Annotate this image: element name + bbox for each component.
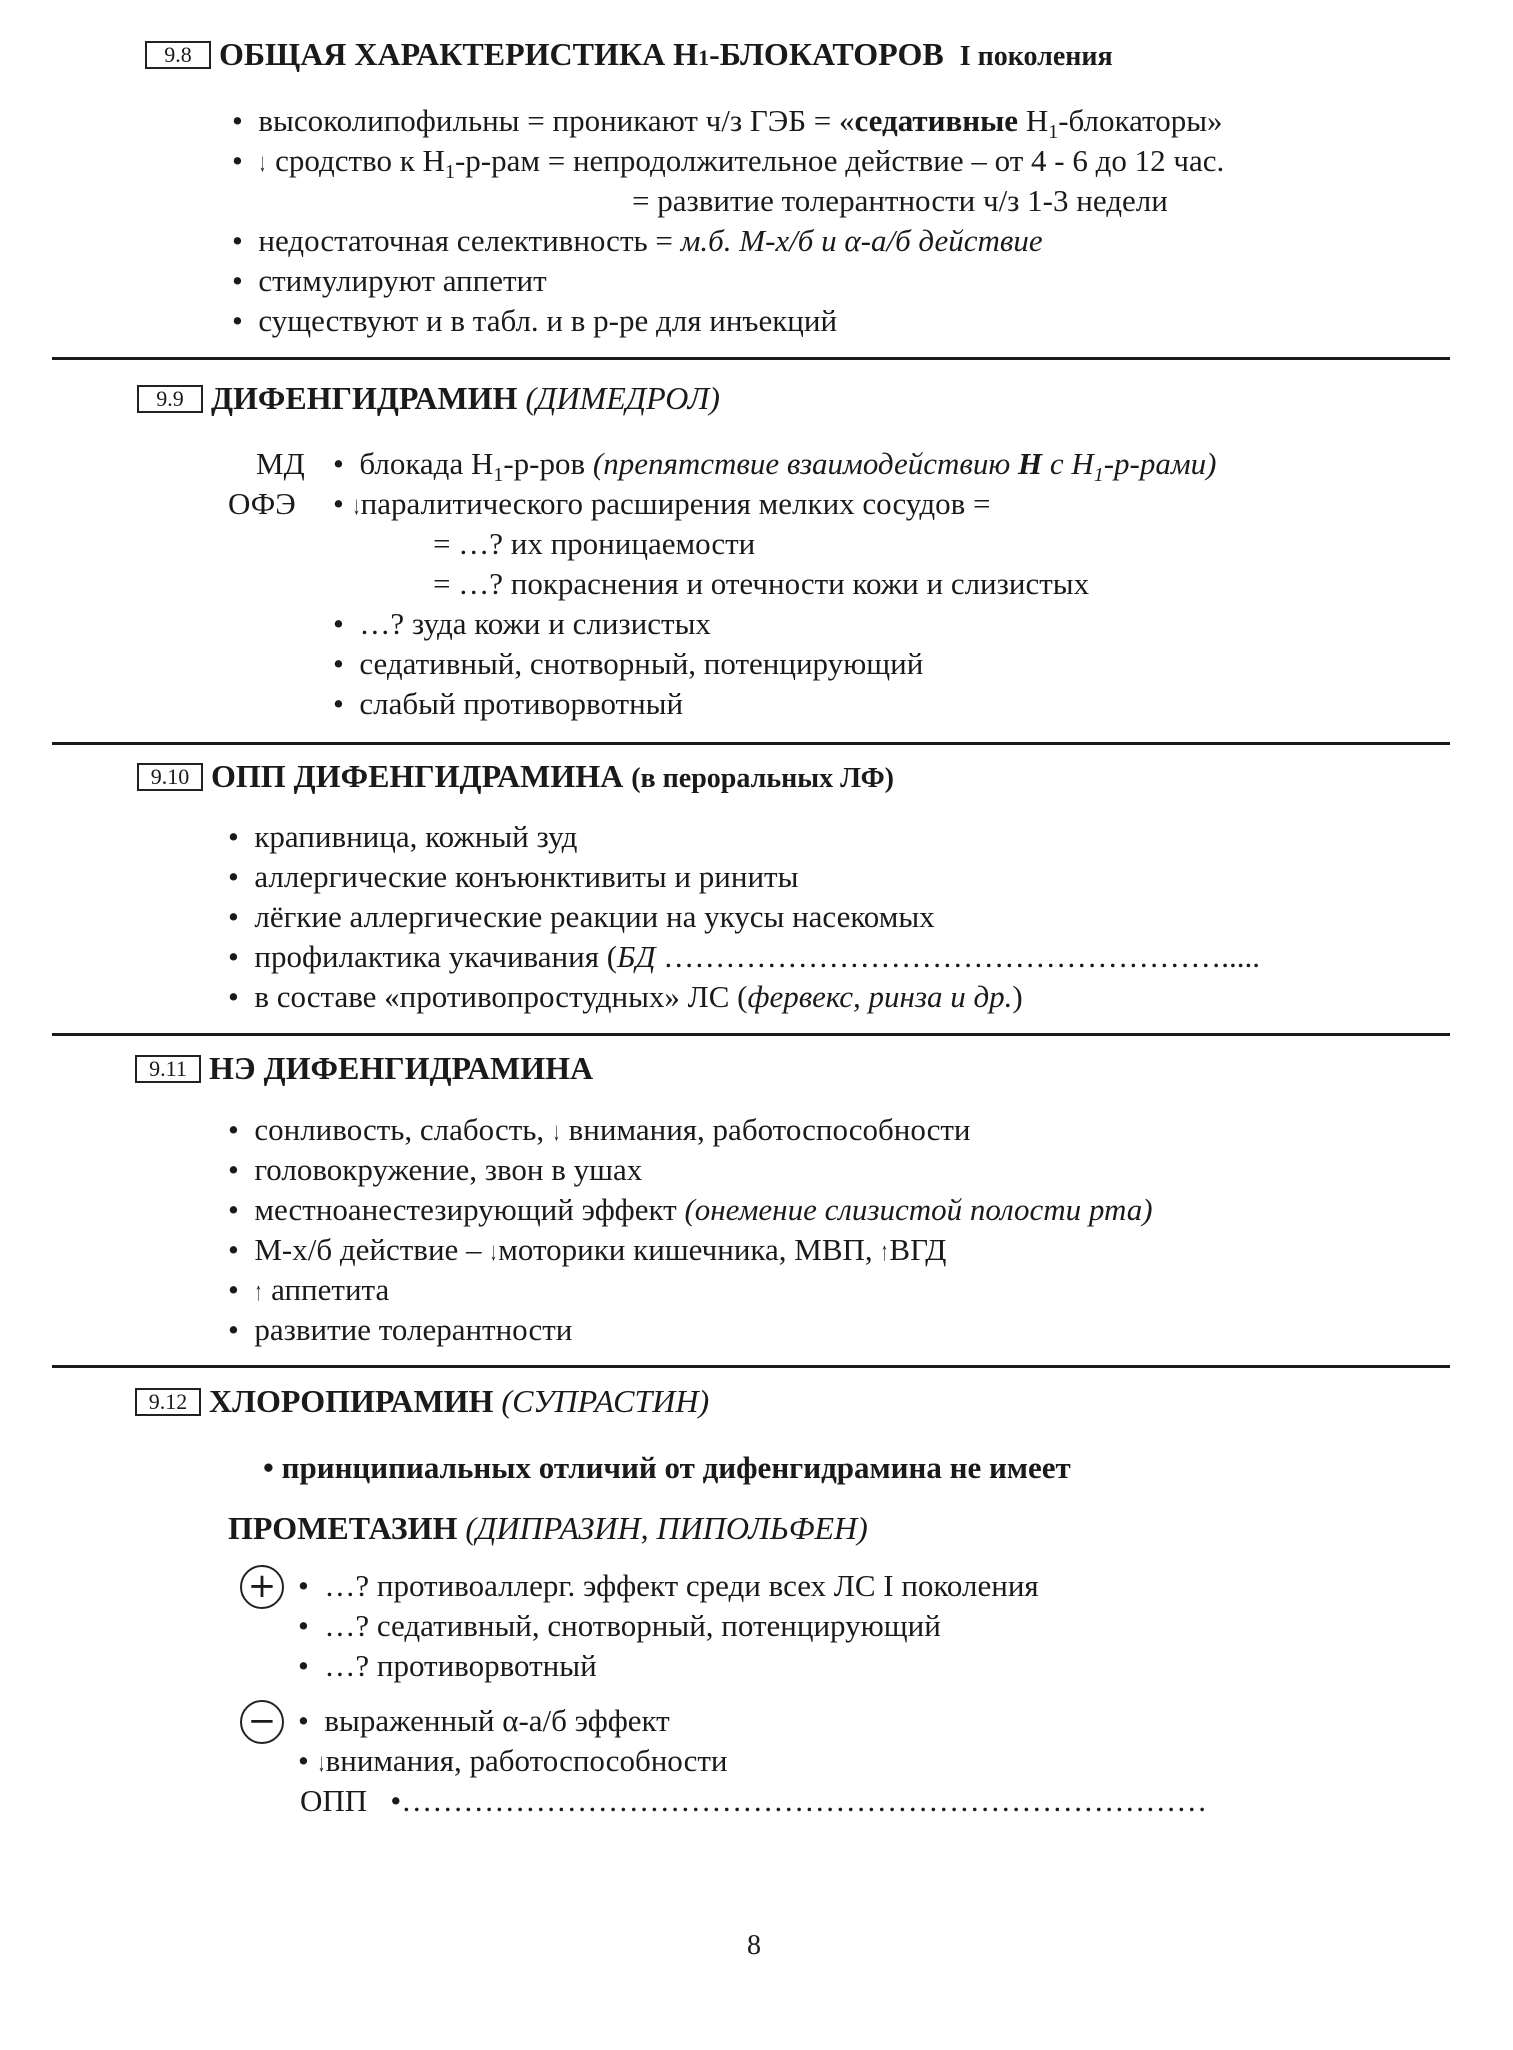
bullet-item: • местноанестезирующий эффект (онемение слизистой полости рта) — [228, 1192, 1153, 1227]
section-heading-9-9: 9.9 ДИФЕНГИДРАМИН (ДИМЕДРОЛ) — [137, 380, 720, 417]
arrow-up-icon: ↑ — [881, 1237, 889, 1266]
section-heading-9-8: 9.8 ОБЩАЯ ХАРАКТЕРИСТИКА Н1-БЛОКАТОРОВ I поколения — [145, 36, 1113, 73]
bullet-continuation: = …? их проницаемости — [433, 526, 756, 561]
bullet-item: • …? седативный, снотворный, потенцирующий — [298, 1608, 941, 1643]
bullet-item: • недостаточная селективность = м.б. М-х/б и α-а/б действие — [232, 223, 1043, 258]
section-number-box: 9.9 — [137, 385, 203, 413]
arrow-down-icon: ↓ — [490, 1237, 498, 1266]
bullet-item: • ↓паралитического расширения мелких сосудов = — [333, 486, 991, 521]
section-number-box: 9.11 — [135, 1055, 201, 1083]
bullet-item: • ↓внимания, работоспособности — [298, 1743, 728, 1778]
bullet-item: • развитие толерантности — [228, 1312, 573, 1347]
arrow-down-icon: ↓ — [352, 491, 360, 520]
bullet-continuation: = …? покраснения и отечности кожи и слизистых — [433, 566, 1090, 601]
section-divider — [52, 1365, 1450, 1368]
bullet-continuation: = развитие толерантности ч/з 1-3 недели — [632, 183, 1168, 218]
bullet-item: • М-х/б действие – ↓моторики кишечника, МВП, ↑ВГД — [228, 1232, 947, 1267]
bullet-item: • высоколипофильны = проникают ч/з ГЭБ = «седативные $Н_1$-блокаторы» — [232, 103, 1223, 144]
bullet-item: • лёгкие аллергические реакции на укусы насекомых — [228, 899, 935, 934]
section-divider — [52, 1033, 1450, 1036]
bullet-item: • седативный, снотворный, потенцирующий — [333, 646, 924, 681]
section-heading-9-10: 9.10 ОПП ДИФЕНГИДРАМИНА (в пероральных ЛФ) — [137, 758, 894, 795]
bullet-item: • …? противорвотный — [298, 1648, 597, 1683]
bullet-item: • выраженный α-а/б эффект — [298, 1703, 670, 1738]
arrow-down-icon: ↓ — [259, 148, 267, 177]
ofe-label: ОФЭ — [228, 486, 296, 521]
section-divider — [52, 357, 1450, 360]
bullet-item: • стимулируют аппетит — [232, 263, 547, 298]
section-number-box: 9.10 — [137, 763, 203, 791]
page-number: 8 — [747, 1930, 761, 1961]
plus-circle-icon: + — [240, 1565, 284, 1609]
minus-circle-icon: − — [240, 1700, 284, 1744]
opp-line: ОПП •…………………………………………………………………… — [300, 1783, 1208, 1818]
bullet-item: • …? противоаллерг. эффект среди всех ЛС I поколения — [298, 1568, 1039, 1603]
bullet-item: • крапивница, кожный зуд — [228, 819, 578, 854]
bullet-item: • слабый противорвотный — [333, 686, 684, 721]
bullet-item: • сонливость, слабость, ↓ внимания, работоспособности — [228, 1112, 971, 1147]
subheading-promethazine: ПРОМЕТАЗИН (ДИПРАЗИН, ПИПОЛЬФЕН) — [228, 1510, 868, 1546]
section-heading-9-11: 9.11 НЭ ДИФЕНГИДРАМИНА — [135, 1050, 593, 1087]
md-label: МД — [256, 446, 305, 481]
bullet-item: • в составе «противопростудных» ЛС (фервекс, ринза и др.) — [228, 979, 1023, 1014]
bullet-item: • блокада $Н_1-р$-ров (препятствие взаимодействию Н с $Н_1-р-рами$) — [333, 446, 1217, 487]
bullet-item: • ↓ сродство к $Н_1-р$-рам = непродолжительное действие – от 4 - 6 до 12 час. — [232, 143, 1225, 184]
section-number-box: 9.8 — [145, 41, 211, 69]
section-heading-9-12: 9.12 ХЛОРОПИРАМИН (СУПРАСТИН) — [135, 1383, 709, 1420]
bullet-item: • существуют и в табл. и в р-ре для инъекций — [232, 303, 838, 338]
bullet-item: • …? зуда кожи и слизистых — [333, 606, 711, 641]
note-line: • принципиальных отличий от дифенгидрамина не имеет — [263, 1450, 1071, 1485]
arrow-up-icon: ↑ — [255, 1277, 263, 1306]
arrow-down-icon: ↓ — [317, 1748, 325, 1777]
bullet-item: • профилактика укачивания (БД ………………………………………………..... — [228, 939, 1260, 974]
section-divider — [52, 742, 1450, 745]
bullet-item: • аллергические конъюнктивиты и риниты — [228, 859, 799, 894]
arrow-down-icon: ↓ — [552, 1117, 560, 1146]
bullet-item: • головокружение, звон в ушах — [228, 1152, 643, 1187]
bullet-item: • ↑ аппетита — [228, 1272, 390, 1307]
section-number-box: 9.12 — [135, 1388, 201, 1416]
